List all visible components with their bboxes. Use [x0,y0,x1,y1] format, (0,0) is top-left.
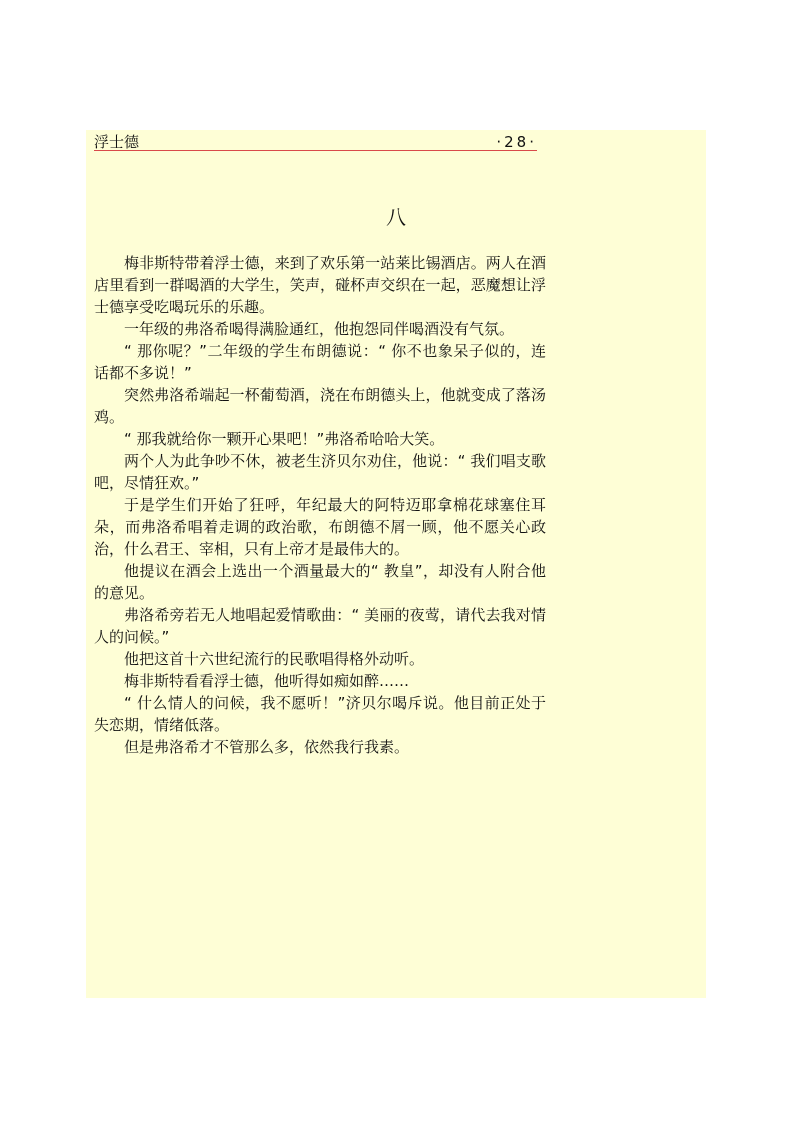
running-header [94,132,537,152]
paragraph: 于是学生们开始了狂呼，年纪最大的阿特迈耶拿棉花球塞住耳朵，而弗洛希唱着走调的政治歌，布朗德不屑一顾，他不愿关心政治，什么君王、宰相，只有上帝才是最伟大的。 [94,496,546,558]
body-text [94,252,546,758]
paragraph: “ 那我就给你一颗开心果吧！”弗洛希哈哈大笑。 [124,430,445,448]
paragraph: 梅非斯特带着浮士德，来到了欢乐第一站莱比锡酒店。两人在酒店里看到一群喝酒的大学生，笑声，碰杯声交织在一起，恶魔想让浮士德享受吃喝玩乐的乐趣。 [94,254,546,316]
header-rule [94,150,537,151]
paragraph: 两个人为此争吵不休，被老生济贝尔劝住，他说：“ 我们唱支歌吧，尽情狂欢。” [94,452,546,492]
page-number: ·28· [496,133,537,151]
chapter-title: 八 [386,205,406,229]
paragraph: 但是弗洛希才不管那么多，依然我行我素。 [124,738,410,756]
paragraph: 一年级的弗洛希喝得满脸通红，他抱怨同伴喝酒没有气氛。 [124,320,515,338]
paragraph: 他把这首十六世纪流行的民歌唱得格外动听。 [124,650,425,668]
paragraph: 梅非斯特看看浮士德，他听得如痴如醉…… [124,672,410,690]
paragraph: 他提议在酒会上选出一个酒量最大的“ 教皇”，却没有人附合他的意见。 [94,562,546,602]
paragraph: “ 什么情人的问候，我不愿听！”济贝尔喝斥说。他目前正处于失恋期，情绪低落。 [94,694,546,734]
book-title: 浮士德 [94,133,140,151]
paragraph: 弗洛希旁若无人地唱起爱情歌曲：“ 美丽的夜莺，请代去我对情人的问候。” [94,606,546,646]
paragraph: “ 那你呢？”二年级的学生布朗德说：“ 你不也象呆子似的，连话都不多说！” [94,342,546,382]
paragraph: 突然弗洛希端起一杯葡萄酒，浇在布朗德头上，他就变成了落汤鸡。 [94,386,546,426]
